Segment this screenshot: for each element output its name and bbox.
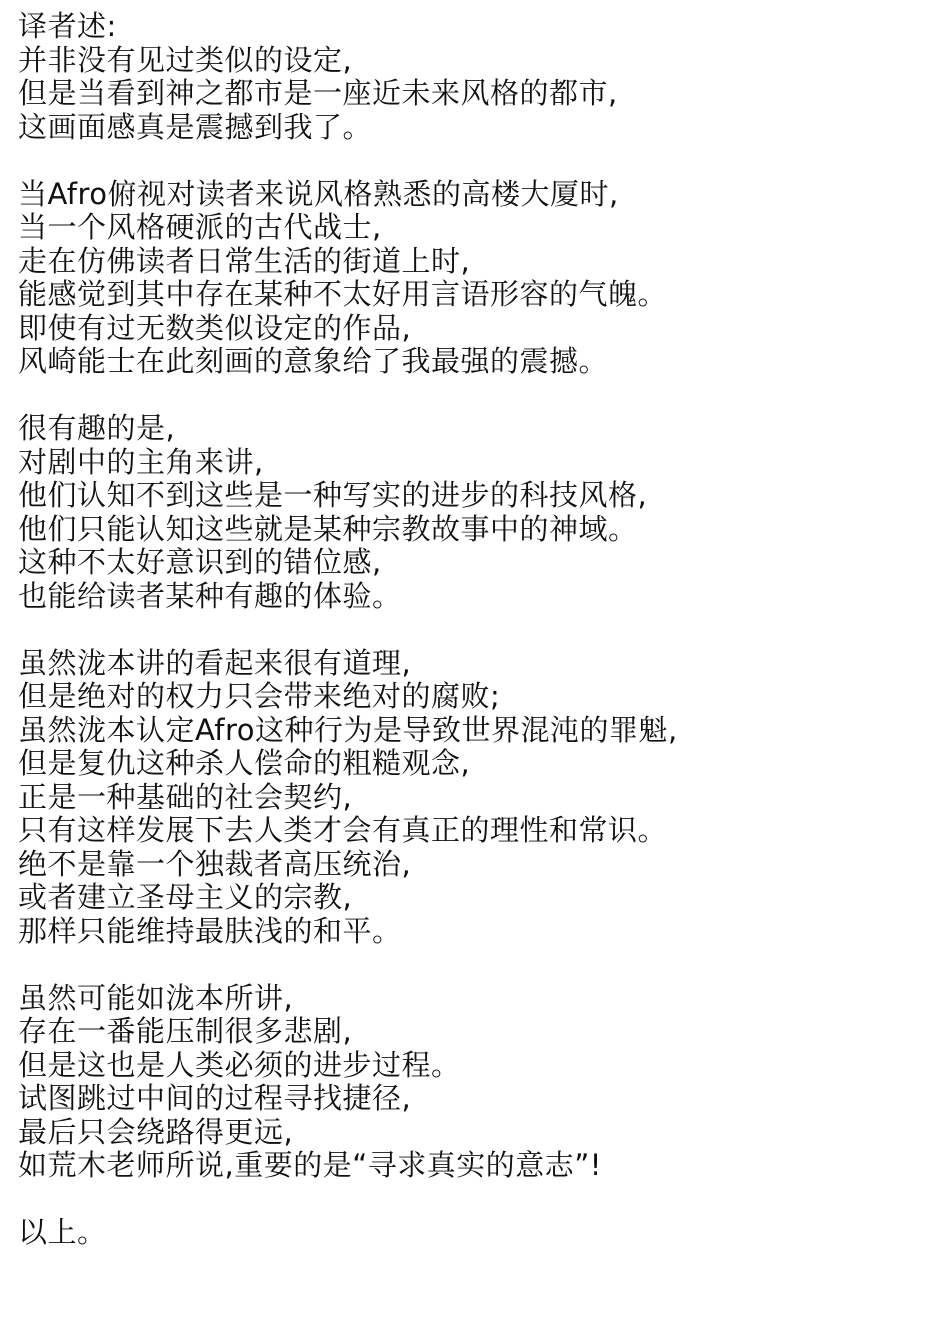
- paragraph-gap: [18, 1183, 943, 1217]
- paragraph-gap: [18, 379, 943, 413]
- text-line: 但是这也是人类必须的进步过程。: [18, 1047, 461, 1082]
- text-line: 试图跳过中间的过程寻找捷径,: [18, 1081, 412, 1115]
- text-line: 最后只会绕路得更远,: [18, 1114, 294, 1149]
- note-title: 译者述:: [18, 9, 117, 43]
- paragraph-gap: [18, 613, 943, 647]
- paragraph-gap: [18, 948, 943, 982]
- text-line: 很有趣的是,: [18, 411, 176, 445]
- text-line: 那样只能维持最肤浅的和平。: [18, 913, 402, 948]
- text-line: 这画面感真是震撼到我了。: [18, 109, 373, 144]
- translator-note: [18, 10, 943, 1250]
- text-line: 即使有过无数类似设定的作品,: [18, 310, 412, 345]
- text-line: 他们认知不到这些是一种写实的进步的科技风格,: [18, 478, 648, 512]
- text-line: 如荒木老师所说,重要的是“寻求真实的意志”!: [18, 1148, 602, 1182]
- text-line: 并非没有见过类似的设定,: [18, 42, 353, 77]
- text-line: 对剧中的主角来讲,: [18, 444, 264, 479]
- text-line: 但是复仇这种杀人偿命的粗糙观念,: [18, 746, 471, 780]
- text-line: 存在一番能压制很多悲剧,: [18, 1014, 353, 1048]
- text-line: 走在仿佛读者日常生活的街道上时,: [18, 243, 471, 278]
- text-line: 这种不太好意识到的错位感,: [18, 545, 382, 579]
- text-line: 当Afro俯视对读者来说风格熟悉的高楼大厦时,: [18, 176, 619, 211]
- text-line: 当一个风格硬派的古代战士,: [18, 210, 382, 244]
- text-line: 虽然泷本讲的看起来很有道理,: [18, 645, 412, 680]
- text-line: 正是一种基础的社会契约,: [18, 779, 353, 814]
- closing-line: 以上。: [18, 1215, 107, 1249]
- text-line: 只有这样发展下去人类才会有真正的理性和常识。: [18, 813, 668, 847]
- text-line: 或者建立圣母主义的宗教,: [18, 880, 353, 914]
- text-line: 也能给读者某种有趣的体验。: [18, 578, 402, 613]
- paragraph-gap: [18, 144, 943, 178]
- text-line: 绝不是靠一个独裁者高压统治,: [18, 846, 412, 881]
- text-line: 风崎能士在此刻画的意象给了我最强的震撼。: [18, 344, 609, 378]
- text-line: 他们只能认知这些就是某种宗教故事中的神域。: [18, 511, 638, 546]
- text-line: 虽然可能如泷本所讲,: [18, 980, 294, 1015]
- text-line: 但是绝对的权力只会带来绝对的腐败;: [18, 679, 501, 713]
- text-line: 虽然泷本认定Afro这种行为是导致世界混沌的罪魁,: [18, 712, 678, 747]
- text-line: 能感觉到其中存在某种不太好用言语形容的气魄。: [18, 277, 668, 311]
- text-line: 但是当看到神之都市是一座近未来风格的都市,: [18, 76, 618, 110]
